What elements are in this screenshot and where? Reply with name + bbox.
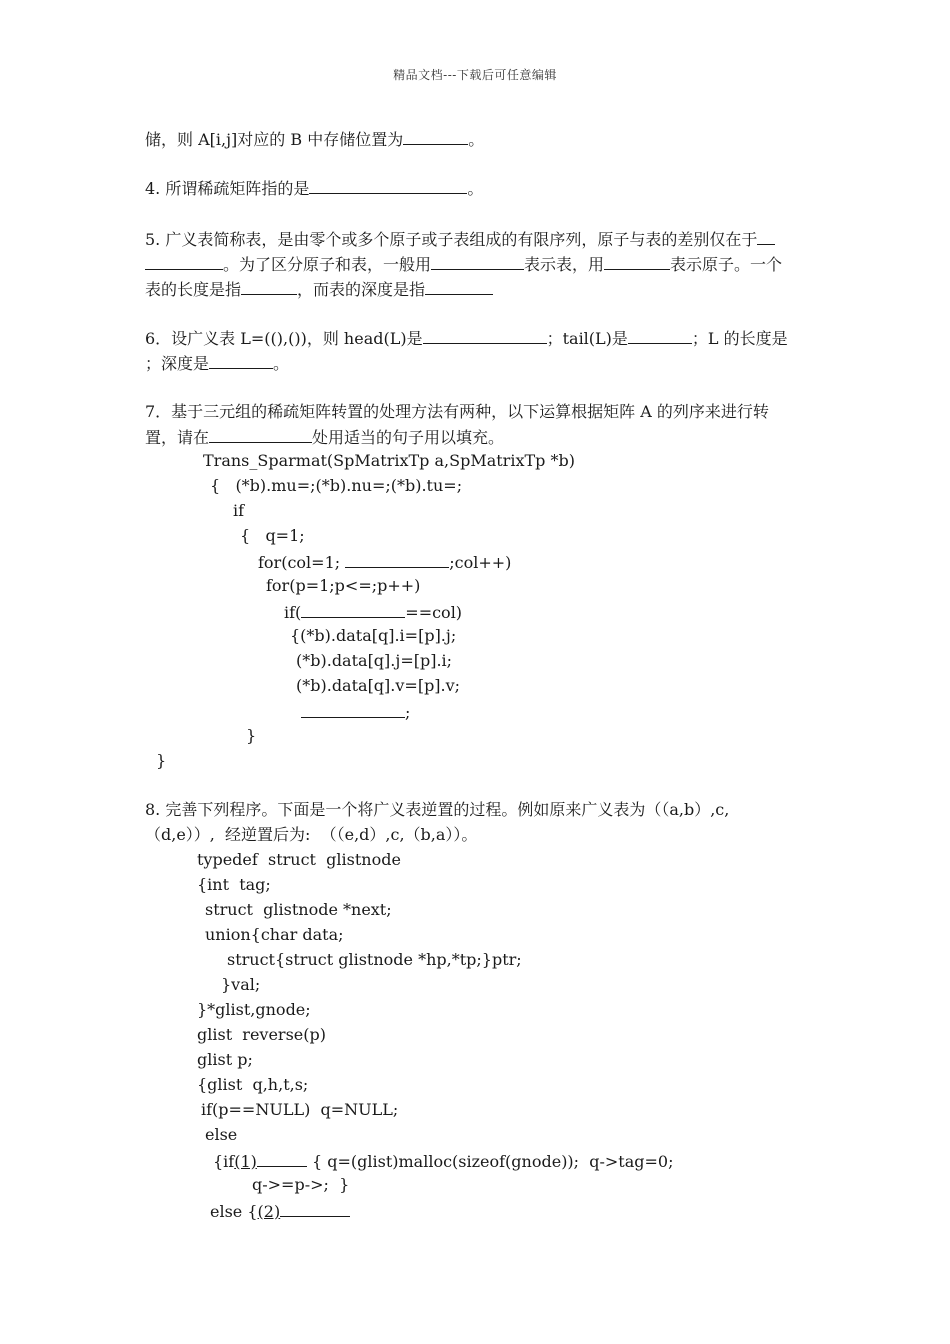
code-line: {glist q,h,t,s;: [197, 1075, 309, 1094]
q5-line-2: [145, 255, 782, 273]
code-text: if(: [284, 603, 302, 622]
code-line: [284, 603, 462, 621]
q5-line-3: [145, 280, 493, 298]
code-line: {int tag;: [197, 875, 271, 894]
code-line: if(p==NULL) q=NULL;: [201, 1100, 399, 1119]
answer-blank[interactable]: [241, 280, 297, 295]
q7-text-2a: 置，请在: [145, 428, 210, 447]
q5-text-2a: 。为了区分原子和表，一般用: [223, 255, 432, 274]
code-line: { (*b).mu=;(*b).nu=;(*b).tu=;: [210, 476, 463, 495]
answer-blank[interactable]: [628, 329, 692, 344]
q7-line-2: [145, 428, 504, 446]
code-line: if: [233, 501, 245, 520]
q6-line-2: [145, 354, 289, 372]
code-line: {(*b).data[q].i=[p].j;: [290, 626, 457, 645]
answer-blank[interactable]: [425, 280, 493, 295]
q6-text-1c: ；L 的长度是: [691, 329, 788, 348]
code-line: }val;: [221, 975, 261, 994]
q7-line-1: 7．基于三元组的稀疏矩阵转置的处理方法有两种，以下运算根据矩阵 A 的列序来进行转: [145, 402, 769, 421]
code-text: else {: [210, 1202, 258, 1221]
page-header: 精品文档---下载后可任意编辑: [393, 68, 557, 82]
code-line: (*b).data[q].j=[p].i;: [296, 651, 453, 670]
code-line: q->=p->; }: [252, 1175, 350, 1194]
code-line: }: [246, 726, 257, 745]
q6-text-1a: 6．设广义表 L=((),())，则 head(L)是: [145, 329, 423, 348]
q6-line-1: [145, 329, 788, 347]
code-line: [210, 1202, 350, 1220]
answer-blank[interactable]: [209, 428, 312, 443]
code-text: for(col=1;: [258, 553, 346, 572]
q5-text-2c: 表示原子。一个: [670, 255, 783, 274]
answer-blank[interactable]: [301, 603, 405, 618]
q4-line: [145, 179, 483, 197]
code-line: union{char data;: [205, 925, 344, 944]
q8-line-1: 8. 完善下列程序。下面是一个将广义表逆置的过程。例如原来广义表为（（a,b）,c,: [145, 800, 730, 819]
q7-text-2b: 处用适当的句子用以填充。: [312, 428, 505, 447]
answer-blank[interactable]: [301, 703, 405, 718]
q8-line-2: （d,e））, 经逆置后为: （（e,d）,c,（b,a））。: [145, 825, 478, 844]
answer-blank[interactable]: [145, 255, 223, 270]
q6-text-2b: 。: [273, 354, 290, 373]
code-line: struct glistnode *next;: [205, 900, 392, 919]
blank-label-1: (1): [234, 1152, 257, 1171]
q4-text: 4. 所谓稀疏矩阵指的是: [145, 179, 310, 198]
answer-blank[interactable]: [403, 130, 468, 145]
q5-text-3b: ，而表的深度是指: [297, 280, 426, 299]
q5-text-1: 5. 广义表简称表，是由零个或多个原子或子表组成的有限序列，原子与表的差别仅在于: [145, 230, 758, 249]
answer-blank[interactable]: [604, 255, 670, 270]
q5-line-1: [145, 230, 775, 248]
answer-blank[interactable]: [257, 1152, 307, 1167]
answer-blank[interactable]: [431, 255, 524, 270]
answer-blank[interactable]: [209, 354, 273, 369]
code-text: ;: [405, 703, 411, 722]
code-line: { q=1;: [240, 526, 305, 545]
code-line: glist reverse(p): [197, 1025, 326, 1044]
q3-tail-line: [145, 130, 484, 148]
code-line: [213, 1152, 673, 1170]
code-line: typedef struct glistnode: [197, 850, 401, 869]
answer-blank[interactable]: [309, 179, 467, 194]
answer-blank[interactable]: [423, 329, 547, 344]
code-text: ;col++): [449, 553, 512, 572]
q3-tail-end: 。: [468, 130, 485, 149]
answer-blank[interactable]: [280, 1202, 350, 1217]
code-line: [301, 703, 410, 721]
q3-tail-text: 储，则 A[i,j]对应的 B 中存储位置为: [145, 130, 404, 149]
code-line: }: [156, 751, 167, 770]
q5-text-2b: 表示表，用: [524, 255, 605, 274]
code-line: Trans_Sparmat(SpMatrixTp a,SpMatrixTp *b): [203, 451, 575, 470]
code-line: }*glist,gnode;: [197, 1000, 311, 1019]
code-line: else: [205, 1125, 238, 1144]
code-text: ==col): [405, 603, 463, 622]
q6-text-2a: ；深度是: [145, 354, 210, 373]
q6-text-1b: ；tail(L)是: [546, 329, 628, 348]
blank-label-2: (2): [257, 1202, 281, 1221]
code-text: { q=(glist)malloc(sizeof(gnode)); q->tag=0;: [306, 1152, 674, 1171]
answer-blank[interactable]: [757, 230, 775, 245]
code-line: glist p;: [197, 1050, 253, 1069]
code-line: struct{struct glistnode *hp,*tp;}ptr;: [227, 950, 522, 969]
code-line: (*b).data[q].v=[p].v;: [296, 676, 461, 695]
q5-text-3a: 表的长度是指: [145, 280, 242, 299]
q4-end: 。: [467, 179, 484, 198]
code-line: for(p=1;p<=;p++): [266, 576, 421, 595]
answer-blank[interactable]: [345, 553, 449, 568]
code-text: {if: [213, 1152, 235, 1171]
code-line: [258, 553, 511, 571]
